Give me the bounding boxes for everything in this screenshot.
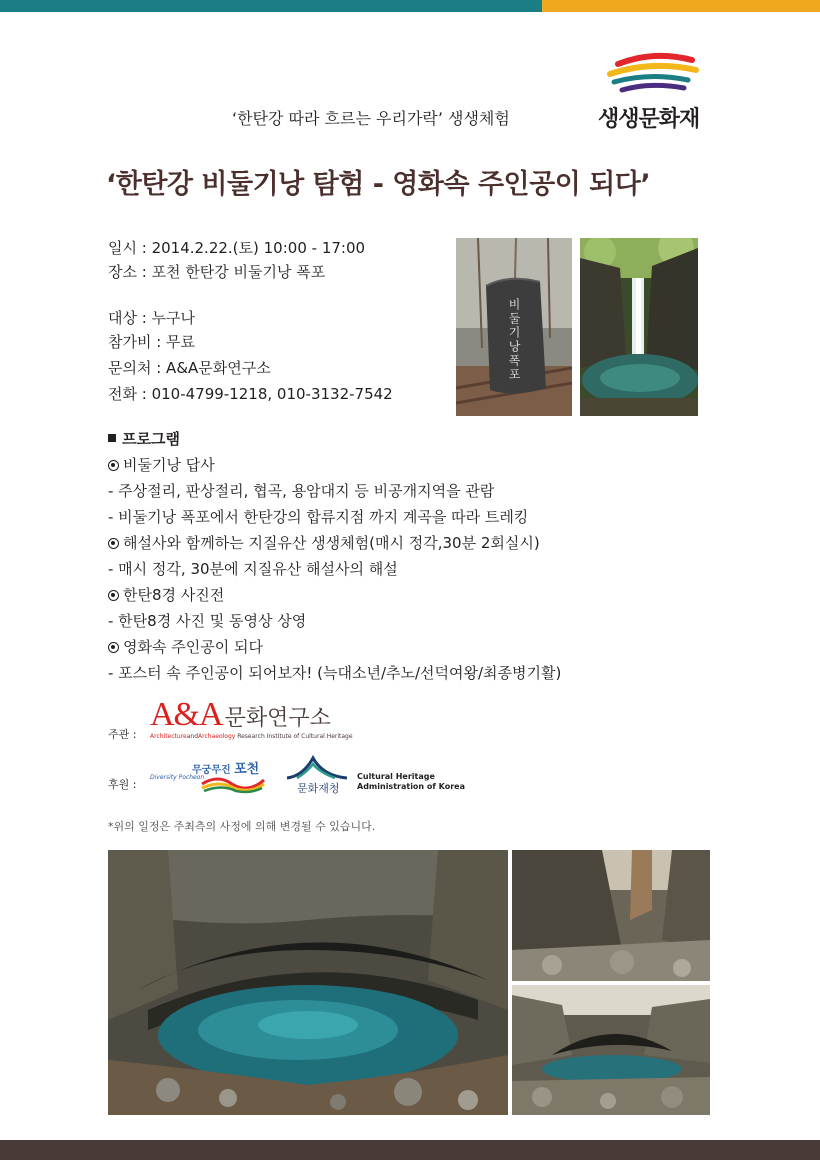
program-item — [108, 504, 561, 530]
info-contact: 문의처 : A&A문화연구소 — [108, 359, 271, 377]
cha-english: Cultural Heritage Administration of Korea — [357, 772, 465, 791]
program-item-text: - 포스터 속 주인공이 되어보자! (늑대소년/추노/선덕여왕/최종병기활) — [108, 664, 562, 682]
circle-bullet-icon — [108, 538, 119, 549]
photo-canyon — [512, 850, 710, 981]
photo-cave-entrance — [512, 985, 710, 1115]
host-label: 주관 : — [108, 728, 137, 741]
cha-logo — [283, 754, 465, 798]
event-subtitle: ‘한탄강 따라 흐르는 우리가락’ 생생체험 — [232, 109, 510, 128]
program-item-text: 비둘기낭 답사 — [123, 456, 215, 474]
aa-logo-main: A&A — [150, 696, 223, 733]
program-list — [108, 452, 561, 686]
program-item — [108, 582, 561, 608]
program-item — [108, 608, 561, 634]
program-item-text: 영화속 주인공이 되다 — [123, 638, 263, 656]
aa-logo-korean: 문화연구소 — [224, 706, 331, 731]
program-item — [108, 660, 561, 686]
photo-stone-marker — [456, 238, 572, 416]
schedule-note: *위의 일정은 주최측의 사정에 의해 변경될 수 있습니다. — [108, 820, 376, 833]
info-target: 대상 : 누구나 — [108, 309, 196, 327]
saengsaeng-logo — [598, 52, 710, 132]
info-phone: 전화 : 010-4799-1218, 010-3132-7542 — [108, 385, 393, 403]
pocheon-slogan: 무궁무진 포천 — [192, 762, 260, 777]
page-title: ‘한탄강 비둘기낭 탐험 - 영화속 주인공이 되다’ — [106, 169, 651, 200]
aa-logo-subtitle: ArchitectureandArchaeology Research Institute of Cultural Heritage — [150, 733, 353, 740]
sponsor-label: 후원 : — [108, 778, 137, 791]
circle-bullet-icon — [108, 590, 119, 601]
program-item — [108, 634, 561, 660]
pocheon-english: Diversity Pocheon — [150, 774, 205, 781]
program-item-text: 해설사와 함께하는 지질유산 생생체험(매시 정각,30분 2회실시) — [123, 534, 540, 552]
circle-bullet-icon — [108, 460, 119, 471]
stone-inscription: 비둘기낭폭포 — [507, 298, 521, 382]
circle-bullet-icon — [108, 642, 119, 653]
program-heading-text: 프로그램 — [122, 430, 180, 448]
top-bar-gold — [542, 0, 820, 12]
program-item-text: - 주상절리, 판상절리, 협곡, 용암대지 등 비공개지역을 관람 — [108, 482, 495, 500]
pocheon-logo — [150, 758, 268, 798]
pocheon-swoosh-icon — [200, 772, 266, 794]
program-item — [108, 478, 561, 504]
aa-logo — [150, 696, 331, 734]
square-bullet-icon — [108, 434, 116, 442]
program-item — [108, 556, 561, 582]
program-item — [108, 452, 561, 478]
program-heading — [108, 428, 180, 449]
logo-text: 생생문화재 — [598, 107, 700, 132]
photo-waterfall — [580, 238, 698, 416]
bottom-bar — [0, 1140, 820, 1160]
info-datetime: 일시 : 2014.2.22.(토) 10:00 - 17:00 — [108, 239, 366, 257]
cha-korean: 문화재청 — [297, 782, 340, 795]
info-place: 장소 : 포천 한탄강 비둘기낭 폭포 — [108, 263, 326, 281]
info-fee: 참가비 : 무료 — [108, 333, 196, 351]
top-bar-teal — [0, 0, 542, 12]
program-item-text: - 매시 정각, 30분에 지질유산 해설사의 해설 — [108, 560, 398, 578]
program-item — [108, 530, 561, 556]
photo-cave-pool — [108, 850, 508, 1115]
saengsaeng-logo-icon — [604, 52, 704, 98]
program-item-text: - 한탄8경 사진 및 동영상 상영 — [108, 612, 307, 630]
program-item-text: 한탄8경 사진전 — [123, 586, 225, 604]
program-item-text: - 비둘기낭 폭포에서 한탄강의 합류지점 까지 계곡을 따라 트레킹 — [108, 508, 529, 526]
